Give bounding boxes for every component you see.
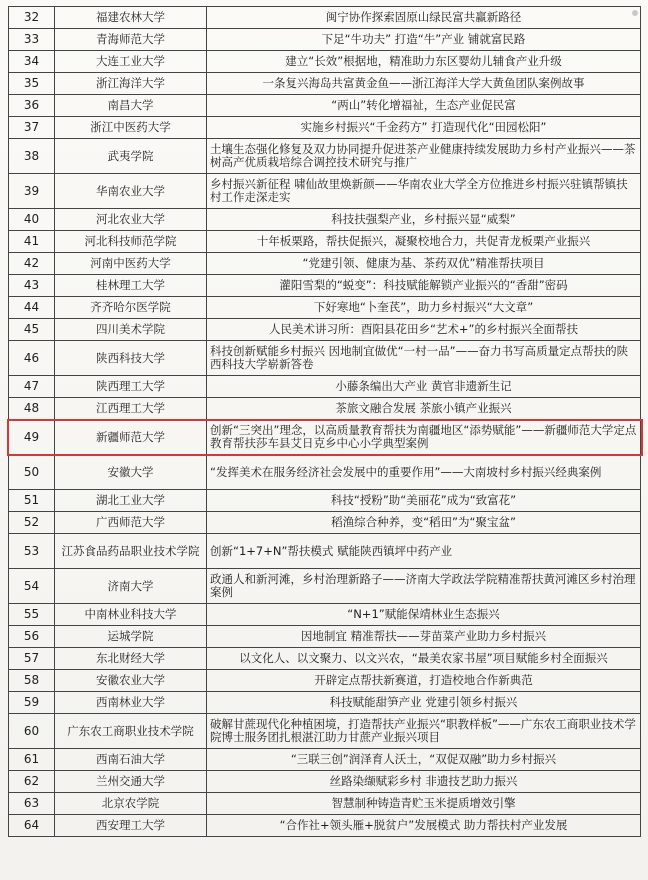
- project-title-cell: “党建引领、健康为基、茶药双优”精准帮扶项目: [207, 253, 641, 275]
- row-number: 36: [9, 95, 55, 117]
- row-number: 57: [9, 648, 55, 670]
- row-number: 61: [9, 749, 55, 771]
- university-cell: 桂林理工大学: [55, 275, 207, 297]
- university-cell: 华南农业大学: [55, 174, 207, 209]
- row-number: 42: [9, 253, 55, 275]
- project-title-cell: 科技“授粉”助“美丽花”成为“致富花”: [207, 490, 641, 512]
- table-row: [9, 73, 641, 95]
- project-title-cell: 以文化人、以文聚力、以文兴农，“最美农家书屋”项目赋能乡村全面振兴: [207, 648, 641, 670]
- project-title-cell: “N+1”赋能保靖林业生态振兴: [207, 604, 641, 626]
- project-title-cell: 茶旅文融合发展 茶旅小镇产业振兴: [207, 398, 641, 420]
- row-number: 33: [9, 29, 55, 51]
- row-number: 35: [9, 73, 55, 95]
- row-number: 52: [9, 512, 55, 534]
- row-number: 38: [9, 139, 55, 174]
- university-cell: 浙江海洋大学: [55, 73, 207, 95]
- project-title-cell: 人民美术讲习所：酉阳县花田乡“艺术+”的乡村振兴全面帮扶: [207, 319, 641, 341]
- table-row: [9, 7, 641, 29]
- table-row: [9, 376, 641, 398]
- project-title-cell: 科技创新赋能乡村振兴 因地制宜做优“一村一品”——奋力书写高质量定点帮扶的陕西科技大学崭新答卷: [207, 341, 641, 376]
- table-row: [9, 648, 641, 670]
- row-number: 34: [9, 51, 55, 73]
- table-row: [9, 29, 641, 51]
- project-title-cell: 土壤生态强化修复及双力协同提升促进茶产业健康持续发展助力乡村产业振兴——茶树高产优质栽培综合调控技术研究与推广: [207, 139, 641, 174]
- university-cell: 青海师范大学: [55, 29, 207, 51]
- row-number: 59: [9, 692, 55, 714]
- row-number: 60: [9, 714, 55, 749]
- table-row: [9, 319, 641, 341]
- project-title-cell: 破解甘蔗现代化种植困境，打造帮扶产业振兴“职教样板”——广东农工商职业技术学院博士服务团扎根湛江助力甘蔗产业振兴项目: [207, 714, 641, 749]
- row-number: 51: [9, 490, 55, 512]
- row-number: 56: [9, 626, 55, 648]
- project-title-cell: 智慧制种铸造青贮玉米提质增效引擎: [207, 793, 641, 815]
- university-cell: 中南林业科技大学: [55, 604, 207, 626]
- table-row: [9, 231, 641, 253]
- table-row: [9, 341, 641, 376]
- project-title-cell: 稻渔综合种养，变“稻田”为“聚宝盆”: [207, 512, 641, 534]
- row-number: 46: [9, 341, 55, 376]
- project-title-cell: “三联三创”润泽育人沃土，“双促双融”助力乡村振兴: [207, 749, 641, 771]
- university-cell: 东北财经大学: [55, 648, 207, 670]
- row-number: 37: [9, 117, 55, 139]
- row-number: 41: [9, 231, 55, 253]
- row-number: 64: [9, 815, 55, 837]
- university-cell: 陕西理工大学: [55, 376, 207, 398]
- row-number: 32: [9, 7, 55, 29]
- project-title-cell: 建立“长效”根据地，精准助力东区婴幼儿辅食产业升级: [207, 51, 641, 73]
- university-cell: 武夷学院: [55, 139, 207, 174]
- university-cell: 河南中医药大学: [55, 253, 207, 275]
- project-title-cell: 十年板栗路，帮扶促振兴，凝聚校地合力，共促青龙板栗产业振兴: [207, 231, 641, 253]
- project-title-cell: 下足“牛功夫” 打造“牛”产业 铺就富民路: [207, 29, 641, 51]
- university-cell: 齐齐哈尔医学院: [55, 297, 207, 319]
- university-cell: 新疆师范大学: [55, 420, 207, 455]
- table-row: [9, 420, 641, 455]
- university-cell: 运城学院: [55, 626, 207, 648]
- row-number: 53: [9, 534, 55, 569]
- table-row: [9, 626, 641, 648]
- university-cell: 江苏食品药品职业技术学院: [55, 534, 207, 569]
- table-row: [9, 297, 641, 319]
- university-cell: 南昌大学: [55, 95, 207, 117]
- project-title-cell: 创新“三突出”理念，以高质量教育帮扶为南疆地区“添势赋能”——新疆师范大学定点教育帮扶莎车县艾日克乡中心小学典型案例: [207, 420, 641, 455]
- university-cell: 陕西科技大学: [55, 341, 207, 376]
- project-title-cell: 闽宁协作探索固原山绿民富共赢新路径: [207, 7, 641, 29]
- university-cell: 西南石油大学: [55, 749, 207, 771]
- row-number: 54: [9, 569, 55, 604]
- university-cell: 浙江中医药大学: [55, 117, 207, 139]
- project-title-cell: 科技赋能甜笋产业 党建引领乡村振兴: [207, 692, 641, 714]
- table-row: [9, 398, 641, 420]
- project-title-cell: 实施乡村振兴“千金药方” 打造现代化“田园松阳”: [207, 117, 641, 139]
- university-cell: 北京农学院: [55, 793, 207, 815]
- case-list-body: [9, 7, 641, 837]
- row-number: 58: [9, 670, 55, 692]
- table-row: [9, 815, 641, 837]
- university-cell: 河北科技师范学院: [55, 231, 207, 253]
- project-title-cell: 下好寒地“卜奎芪”，助力乡村振兴“大文章”: [207, 297, 641, 319]
- university-cell: 兰州交通大学: [55, 771, 207, 793]
- table-row: [9, 692, 641, 714]
- row-number: 62: [9, 771, 55, 793]
- table-row: [9, 139, 641, 174]
- row-number: 43: [9, 275, 55, 297]
- table-row: [9, 793, 641, 815]
- university-cell: 江西理工大学: [55, 398, 207, 420]
- project-title-cell: 科技扶强梨产业，乡村振兴显“威梨”: [207, 209, 641, 231]
- university-cell: 福建农林大学: [55, 7, 207, 29]
- row-number: 48: [9, 398, 55, 420]
- university-cell: 广西师范大学: [55, 512, 207, 534]
- project-title-cell: “两山”转化增福祉，生态产业促民富: [207, 95, 641, 117]
- row-number: 63: [9, 793, 55, 815]
- university-cell: 西安理工大学: [55, 815, 207, 837]
- project-title-cell: 丝路染缬赋彩乡村 非遗技艺助力振兴: [207, 771, 641, 793]
- project-title-cell: 开辟定点帮扶新赛道，打造校地合作新典范: [207, 670, 641, 692]
- table-row: [9, 749, 641, 771]
- table-row: [9, 455, 641, 490]
- table-row: [9, 670, 641, 692]
- project-title-cell: 因地制宜 精准帮扶——芽苗菜产业助力乡村振兴: [207, 626, 641, 648]
- table-row: [9, 714, 641, 749]
- project-title-cell: 乡村振兴新征程 啸仙故里焕新颜——华南农业大学全方位推进乡村振兴驻镇帮镇扶村工作走深走实: [207, 174, 641, 209]
- project-title-cell: 灌阳雪梨的“蜕变”：科技赋能解锁产业振兴的“香甜”密码: [207, 275, 641, 297]
- table-row: [9, 771, 641, 793]
- university-cell: 大连工业大学: [55, 51, 207, 73]
- project-title-cell: 创新“1+7+N”帮扶模式 赋能陕西镇坪中药产业: [207, 534, 641, 569]
- table-row: [9, 174, 641, 209]
- page-edge-mark: [632, 10, 638, 16]
- table-row: [9, 534, 641, 569]
- university-cell: 西南林业大学: [55, 692, 207, 714]
- table-row: [9, 95, 641, 117]
- university-cell: 湖北工业大学: [55, 490, 207, 512]
- row-number: 44: [9, 297, 55, 319]
- university-cell: 河北农业大学: [55, 209, 207, 231]
- project-title-cell: “合作社+领头雁+脱贫户”发展模式 助力帮扶村产业发展: [207, 815, 641, 837]
- university-cell: 广东农工商职业技术学院: [55, 714, 207, 749]
- table-row: [9, 512, 641, 534]
- row-number: 49: [9, 420, 55, 455]
- university-cell: 四川美术学院: [55, 319, 207, 341]
- university-cell: 安徽农业大学: [55, 670, 207, 692]
- row-number: 50: [9, 455, 55, 490]
- table-row: [9, 569, 641, 604]
- table-row: [9, 275, 641, 297]
- project-title-cell: 一条复兴海岛共富黄金鱼——浙江海洋大学大黄鱼团队案例故事: [207, 73, 641, 95]
- table-row: [9, 209, 641, 231]
- row-number: 55: [9, 604, 55, 626]
- project-title-cell: 小藤条编出大产业 黄官非遗新生记: [207, 376, 641, 398]
- table-row: [9, 51, 641, 73]
- row-number: 47: [9, 376, 55, 398]
- row-number: 40: [9, 209, 55, 231]
- row-number: 45: [9, 319, 55, 341]
- table-row: [9, 490, 641, 512]
- table-row: [9, 117, 641, 139]
- project-title-cell: 政通人和新河滩，乡村治理新路子——济南大学政法学院精准帮扶黄河滩区乡村治理案例: [207, 569, 641, 604]
- table-row: [9, 604, 641, 626]
- row-number: 39: [9, 174, 55, 209]
- case-list-table: [8, 6, 641, 837]
- university-cell: 济南大学: [55, 569, 207, 604]
- table-row: [9, 253, 641, 275]
- project-title-cell: “发挥美术在服务经济社会发展中的重要作用”——大南坡村乡村振兴经典案例: [207, 455, 641, 490]
- university-cell: 安徽大学: [55, 455, 207, 490]
